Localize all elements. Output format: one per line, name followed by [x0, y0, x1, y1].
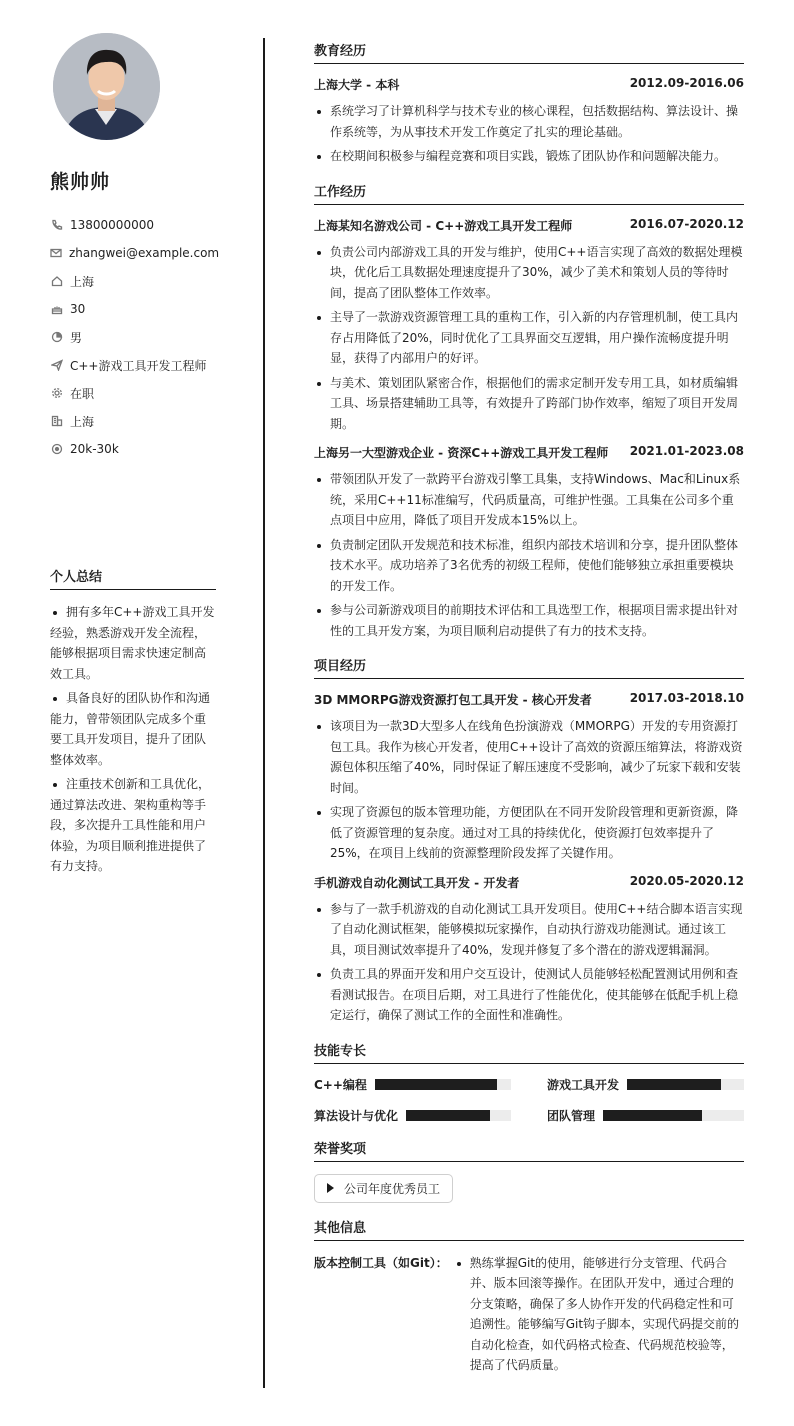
education-school: 上海大学 - 本科 [314, 78, 400, 92]
summary-item: 注重技术创新和工具优化，通过算法改进、架构重构等手段，多次提升工具性能和用户体验，为项目顺利推进提供了有力支持。 [50, 774, 216, 877]
right-column [314, 40, 744, 1394]
left-column [50, 33, 220, 873]
send-icon [50, 359, 63, 372]
target-city-value: 上海 [70, 414, 95, 429]
candidate-name: 熊帅帅 [50, 171, 111, 193]
education-section [314, 40, 744, 167]
email-value: zhangwei@example.com [69, 246, 220, 260]
list-item: 参与了一款手机游戏的自动化测试工具开发项目。使用C++结合脚本语言实现了自动化测试框架，能够模拟玩家操作，自动执行游戏功能测试。通过该工具，项目测试效率提升了40%，发现并修复了多个潜在的游戏逻辑漏洞。 [314, 899, 744, 961]
position-value: C++游戏工具开发工程师 [70, 358, 207, 373]
work-period: 2021.01-2023.08 [629, 444, 744, 458]
education-entry [314, 76, 744, 167]
skill-bar-fill [406, 1110, 490, 1121]
awards-title: 荣誉奖项 [314, 1138, 744, 1162]
other-key: 版本控制工具（如Git）： [314, 1255, 448, 1270]
work-company: 上海某知名游戏公司 - C++游戏工具开发工程师 [314, 218, 573, 233]
skill-item [547, 1107, 744, 1124]
salary-value: 20k-30k [70, 442, 119, 456]
project-period: 2017.03-2018.10 [629, 691, 744, 705]
education-period: 2012.09-2016.06 [629, 76, 744, 90]
gender-icon [50, 331, 63, 344]
skill-bar-fill [603, 1110, 702, 1121]
list-item: 在校期间积极参与编程竞赛和项目实践，锻炼了团队协作和问题解决能力。 [314, 146, 744, 167]
age-value: 30 [70, 302, 86, 316]
work-title: 工作经历 [314, 181, 744, 205]
work-section [314, 181, 744, 642]
projects-title: 项目经历 [314, 655, 744, 679]
email-row [50, 239, 220, 267]
list-item: 主导了一款游戏资源管理工具的重构工作，引入新的内存管理机制，使工具内存占用降低了20%，同时优化了工具界面交互逻辑，用户操作流畅度提升明显，获得了内部用户的好评。 [314, 307, 744, 369]
skill-label: 游戏工具开发 [547, 1077, 620, 1092]
list-item: 实现了资源包的版本管理功能，方便团队在不同开发阶段管理和更新资源，降低了资源管理的复杂度。通过对工具的持续优化，使资源打包效率提升了25%，在项目上线前的资源整理阶段发挥了关键作用。 [314, 802, 744, 864]
avatar-portrait-icon [53, 33, 160, 140]
list-item: 带领团队开发了一款跨平台游戏引擎工具集，支持Windows、Mac和Linux系统，采用C++11标准编写，代码质量高，可维护性强。工具集在公司多个重点项目中应用，降低了项目开发成本15%以上。 [314, 469, 744, 531]
project-entry [314, 874, 744, 1026]
home-icon [50, 275, 63, 288]
award-tag [314, 1174, 453, 1203]
coin-icon [50, 443, 63, 456]
status-value: 在职 [70, 386, 95, 401]
education-title: 教育经历 [314, 40, 744, 64]
contact-info [50, 211, 220, 463]
project-name: 手机游戏自动化测试工具开发 - 开发者 [314, 875, 520, 890]
mail-icon [50, 247, 62, 260]
skill-bar-fill [627, 1079, 721, 1090]
work-entry [314, 217, 744, 435]
summary-item: 拥有多年C++游戏工具开发经验，熟悉游戏开发全流程，能够根据项目需求快速定制高效工具。 [50, 602, 216, 684]
position-row [50, 351, 216, 379]
phone-row [50, 211, 216, 239]
play-icon [327, 1183, 334, 1193]
list-item: 该项目为一款3D大型多人在线角色扮演游戏（MMORPG）开发的专用资源打包工具。我作为核心开发者，使用C++设计了高效的资源压缩算法，将游戏资源包体积压缩了40%，同时保证了解压速度不受影响，减少了玩家下载和安装时间。 [314, 716, 744, 798]
list-item: 系统学习了计算机科学与技术专业的核心课程，包括数据结构、算法设计、操作系统等，为从事技术开发工作奠定了扎实的理论基础。 [314, 101, 744, 142]
location-value: 上海 [70, 274, 95, 289]
skill-item [547, 1076, 744, 1093]
other-section [314, 1217, 744, 1380]
summary-item: 具备良好的团队协作和沟通能力，曾带领团队完成多个重要工具开发项目，提升了团队整体效率。 [50, 688, 216, 770]
work-period: 2016.07-2020.12 [629, 216, 744, 231]
location-row [50, 267, 216, 295]
skill-bar [375, 1079, 511, 1090]
target-city-row [50, 407, 216, 435]
salary-row [50, 435, 216, 463]
project-name: 3D MMORPG游戏资源打包工具开发 - 核心开发者 [314, 693, 592, 707]
skill-bar [627, 1079, 744, 1090]
gender-row [50, 323, 216, 351]
list-item: 负责制定团队开发规范和技术标准，组织内部技术培训和分享，提升团队整体技术水平。成功培养了3名优秀的初级工程师，使他们能够独立承担重要模块的开发工作。 [314, 535, 744, 597]
skill-label: 团队管理 [547, 1108, 596, 1123]
phone-icon [50, 219, 63, 232]
list-item: 负责工具的界面开发和用户交互设计，使测试人员能够轻松配置测试用例和查看测试报告。在项目后期，对工具进行了性能优化，使其能够在低配手机上稳定运行，确保了测试工作的全面性和准确性。 [314, 964, 744, 1026]
projects-section [314, 655, 744, 1026]
list-item: 负责公司内部游戏工具的开发与维护，使用C++语言实现了高效的数据处理模块，优化后工具数据处理速度提升了30%，减少了美术和策划人员的等待时间，提高了团队整体工作效率。 [314, 242, 744, 304]
summary-title: 个人总结 [50, 566, 216, 590]
skill-label: C++编程 [314, 1077, 367, 1092]
skill-item [314, 1107, 511, 1124]
project-period: 2020.05-2020.12 [629, 873, 744, 888]
list-item: 与美术、策划团队紧密合作，根据他们的需求定制开发专用工具，如材质编辑工具、场景搭建辅助工具等，有效提升了跨部门协作效率，缩短了项目开发周期。 [314, 373, 744, 435]
skills-title: 技能专长 [314, 1040, 744, 1064]
list-item: 熟练掌握Git的使用，能够进行分支管理、代码合并、版本回滚等操作。在团队开发中，通过合理的分支策略，确保了多人协作开发的代码稳定性和可追溯性。能够编写Git钩子脚本，实现代码提交前的自动化检查，如代码格式检查、代码规范校验等，提高了代码质量。 [454, 1253, 744, 1376]
gender-value: 男 [70, 330, 83, 345]
project-entry [314, 691, 744, 864]
awards-section [314, 1138, 744, 1203]
gear-icon [50, 387, 63, 400]
work-company: 上海另一大型游戏企业 - 资深C++游戏工具开发工程师 [314, 446, 609, 460]
skill-bar [603, 1110, 744, 1121]
work-entry [314, 444, 744, 641]
column-divider [263, 38, 265, 1388]
skill-bar-fill [375, 1079, 497, 1090]
building-icon [50, 415, 63, 428]
phone-value: 13800000000 [70, 218, 154, 232]
skill-item [314, 1076, 511, 1093]
award-label: 公司年度优秀员工 [344, 1181, 441, 1196]
skills-section [314, 1040, 744, 1124]
cake-icon [50, 303, 63, 316]
age-row [50, 295, 216, 323]
summary-section [50, 566, 216, 881]
other-title: 其他信息 [314, 1217, 744, 1241]
skill-label: 算法设计与优化 [314, 1108, 399, 1123]
list-item: 参与公司新游戏项目的前期技术评估和工具选型工作，根据项目需求提出针对性的工具开发方案，为项目顺利启动提供了有力的技术支持。 [314, 600, 744, 641]
skill-bar [406, 1110, 511, 1121]
avatar [53, 33, 160, 140]
status-row [50, 379, 216, 407]
